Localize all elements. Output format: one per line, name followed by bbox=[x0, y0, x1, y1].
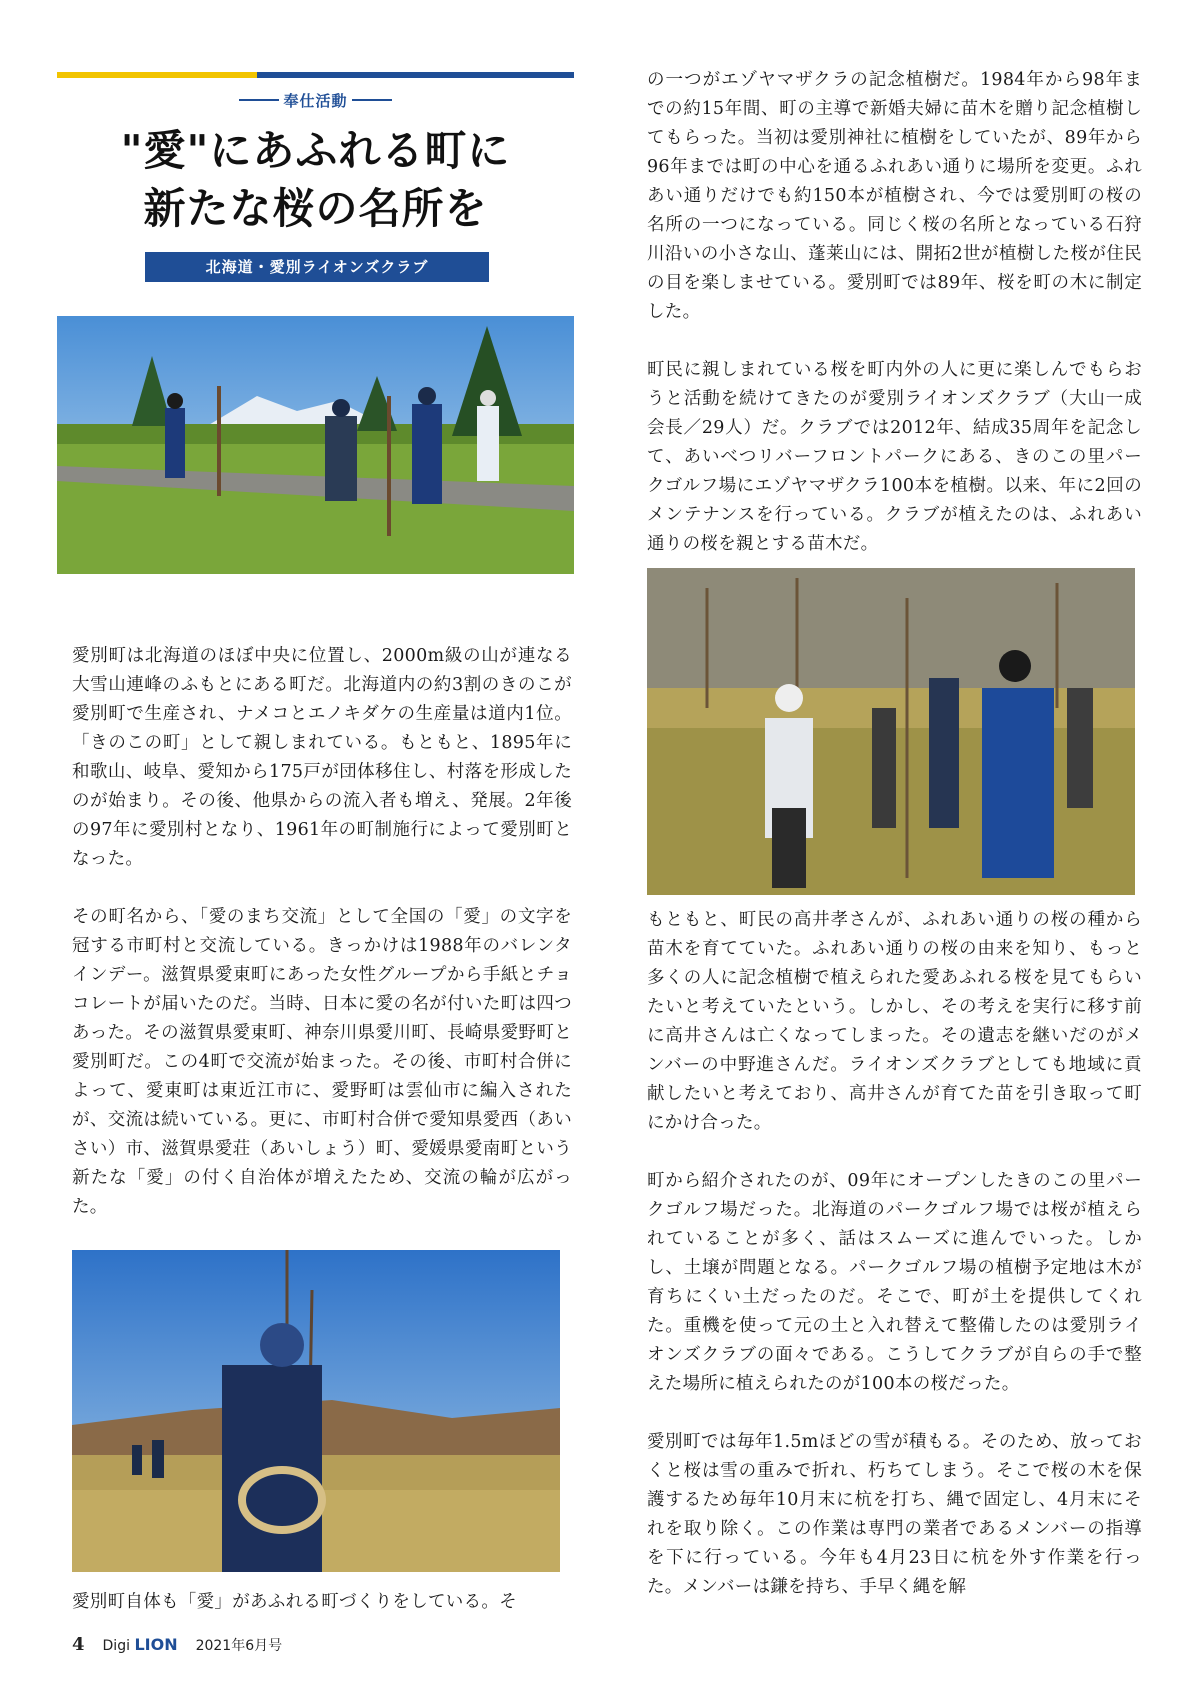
paragraph-aibetsu-town: 愛別町は北海道のほぼ中央に位置し、2000m級の山が連なる大雪山連峰のふもとにある町だ。北海道内の約3割のきのこが愛別町で生産され、ナメコとエノキダケの生産量は道内1位。「きのこの町」として親しまれている。もともと、1895年に和歌山、岐阜、愛知から175戸が団体移住し、村落を形成したのが始まり。その後、他県からの流入者も増え、発展。2年後の97年に愛別村となり、1961年の町制施行によって愛別町となった。 bbox=[72, 646, 572, 869]
category-label bbox=[57, 88, 574, 112]
paragraph-continued-line: 愛別町自体も「愛」があふれる町づくりをしている。そ bbox=[72, 1592, 517, 1612]
headline bbox=[57, 122, 574, 238]
page-footer bbox=[72, 1634, 282, 1658]
left-column-bottom-text bbox=[72, 1588, 572, 1617]
right-column-bottom-text bbox=[647, 906, 1142, 1631]
headline-line-2: 新たな桜の名所を bbox=[143, 184, 488, 233]
right-column-top-text bbox=[647, 66, 1142, 588]
paragraph-lions-activity: 町民に親しまれている桜を町内外の人に更に楽しんでもらおうと活動を続けてきたのが愛別ライオンズクラブ（大山一成会長／29人）だ。クラブでは2012年、結成35周年を記念して、あいべつリバーフロントパークにある、きのこの里パークゴルフ場にエゾヤマザクラ100本を植樹。以来、年に2回のメンテナンスを行っている。クラブが植えたのは、ふれあい通りの桜を親とする苗木だ。 bbox=[647, 360, 1142, 554]
paragraph-memorial-planting: の一つがエゾヤマザクラの記念植樹だ。1984年から98年までの約15年間、町の主導で新婚夫婦に苗木を贈り記念植樹してもらった。当初は愛別神社に植樹をしていたが、89年から96年までは町の中心を通るふれあい通りに場所を変更。ふれあい通りだけでも約150本が植樹され、今では愛別町の桜の名所の一つになっている。同じく桜の名所となっている石狩川沿いの小さな山、蓬莱山には、開拓2世が植樹した桜が住民の目を楽しませている。愛別町では89年、桜を町の木に制定した。 bbox=[647, 70, 1142, 322]
magazine-brand bbox=[103, 1635, 178, 1654]
paragraph-seedlings-origin: もともと、町民の高井孝さんが、ふれあい通りの桜の種から苗木を育てていた。ふれあい通りの桜の由来を知り、もっと多くの人に記念植樹で植えられた愛あふれる桜を見てもらいたいと考えていたという。しかし、その考えを実行に移す前に高井さんは亡くなってしまった。その遺志を継いだのがメンバーの中野進さんだ。ライオンズクラブとしても地域に貢献したいと考えており、高井さんが育てた苗を引き取って町にかけ合った。 bbox=[647, 910, 1142, 1133]
brand-prefix: Digi bbox=[102, 1638, 130, 1654]
header-rule-yellow bbox=[57, 72, 257, 78]
photo-members-walking-trees bbox=[647, 568, 1135, 895]
header-rule-blue bbox=[257, 72, 574, 78]
category-text: 奉仕活動 bbox=[283, 91, 348, 110]
photo-member-untying-rope bbox=[72, 1250, 560, 1572]
headline-line-1: "愛"にあふれる町に bbox=[120, 126, 511, 175]
paragraph-snow-maintenance: 愛別町では毎年1.5mほどの雪が積もる。そのため、放っておくと桜は雪の重みで折れ、朽ちてしまう。そこで桜の木を保護するため毎年10月末に杭を打ち、縄で固定し、4月末にそれを取り除く。この作業は専門の業者であるメンバーの指導を下に行っている。今年も4月23日に杭を外す作業を行った。メンバーは鎌を持ち、手早く縄を解 bbox=[647, 1432, 1142, 1597]
photo-members-planting-park bbox=[57, 316, 574, 574]
category-rule-right bbox=[352, 99, 392, 101]
issue-date: 2021年6月号 bbox=[195, 1638, 283, 1654]
club-banner: 北海道・愛別ライオンズクラブ bbox=[145, 252, 489, 282]
paragraph-ai-exchange: その町名から、「愛のまち交流」として全国の「愛」の文字を冠する市町村と交流している。きっかけは1988年のバレンタインデー。滋賀県愛東町にあった女性グループから手紙とチョコレートが届いたのだ。当時、日本に愛の名が付いた町は四つあった。その滋賀県愛東町、神奈川県愛川町、長崎県愛野町と愛別町だ。この4町で交流が始まった。その後、市町村合併によって、愛東町は東近江市に、愛野町は雲仙市に編入されたが、交流は続いている。更に、市町村合併で愛知県愛西（あいさい）市、滋賀県愛荘（あいしょう）町、愛媛県愛南町という新たな「愛」の付く自治体が増えたため、交流の輪が広がった。 bbox=[72, 907, 572, 1217]
brand-name: LION bbox=[134, 1635, 178, 1654]
category-rule-left bbox=[239, 99, 279, 101]
page-number: 4 bbox=[72, 1634, 85, 1655]
left-column-text bbox=[72, 642, 572, 1251]
paragraph-park-golf: 町から紹介されたのが、09年にオープンしたきのこの里パークゴルフ場だった。北海道のパークゴルフ場では桜が植えられていることが多く、話はスムーズに進んでいった。しかし、土壌が問題となる。パークゴルフ場の植樹予定地は木が育ちにくい土だったのだ。そこで、町が土を提供してくれた。重機を使って元の土と入れ替えて整備したのは愛別ライオンズクラブの面々である。こうしてクラブが自らの手で整えた場所に植えられたのが100本の桜だった。 bbox=[647, 1171, 1142, 1394]
